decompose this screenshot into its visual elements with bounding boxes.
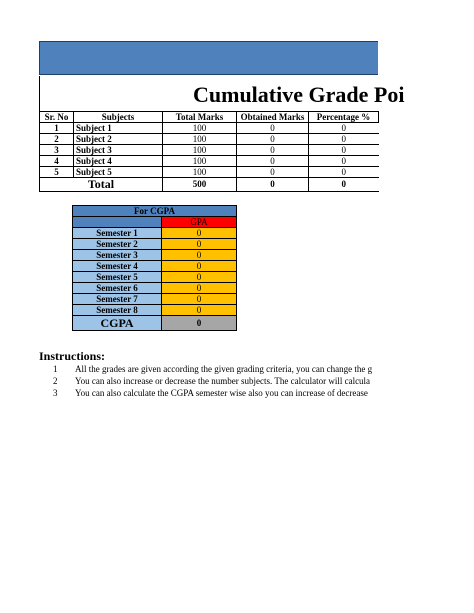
semester-label[interactable]: Semester 8 [73, 305, 162, 316]
obtained-marks-cell[interactable]: 0 [237, 156, 309, 167]
total-marks-cell[interactable]: 100 [163, 167, 237, 178]
instruction-number: 1 [53, 364, 58, 374]
total-label[interactable]: Total [40, 178, 163, 192]
col-header-sr-no[interactable]: Sr. No [40, 112, 74, 123]
gpa-value[interactable]: 0 [162, 272, 237, 283]
obtained-marks-cell[interactable]: 0 [237, 134, 309, 145]
cgpa-heading-row [73, 206, 237, 217]
sr-no-cell[interactable]: 2 [40, 134, 74, 145]
instruction-item [39, 376, 378, 388]
title-cell[interactable] [39, 76, 405, 111]
instructions-heading: Instructions: [39, 349, 106, 363]
instruction-text: All the grades are given according the given grading criteria, you can change the g [75, 364, 373, 374]
subjects-table [39, 111, 379, 192]
total-marks-cell[interactable]: 100 [163, 134, 237, 145]
instruction-item [39, 364, 378, 376]
page-title: Cumulative Grade Poi [193, 82, 405, 107]
total-marks-cell[interactable]: 100 [163, 156, 237, 167]
gpa-value[interactable]: 0 [162, 294, 237, 305]
col-header-percentage[interactable]: Percentage % [309, 112, 379, 123]
obtained-marks-cell[interactable]: 0 [237, 167, 309, 178]
table-row [40, 156, 379, 167]
gpa-header[interactable]: GPA [162, 217, 237, 228]
cgpa-value[interactable]: 0 [162, 316, 237, 331]
cgpa-label[interactable]: CGPA [73, 316, 162, 331]
percentage-cell[interactable]: 0 [309, 134, 379, 145]
blank-header-cell[interactable] [73, 217, 162, 228]
col-header-subjects[interactable]: Subjects [74, 112, 163, 123]
obtained-marks-cell[interactable]: 0 [237, 123, 309, 134]
instruction-number: 2 [53, 376, 58, 386]
table-row [40, 134, 379, 145]
table-row [73, 228, 237, 239]
table-row [40, 167, 379, 178]
semester-label[interactable]: Semester 5 [73, 272, 162, 283]
sr-no-cell[interactable]: 5 [40, 167, 74, 178]
percentage-cell[interactable]: 0 [309, 167, 379, 178]
gpa-value[interactable]: 0 [162, 283, 237, 294]
semester-label[interactable]: Semester 7 [73, 294, 162, 305]
obtained-marks-sum[interactable]: 0 [237, 178, 309, 192]
col-header-total-marks[interactable]: Total Marks [163, 112, 237, 123]
cgpa-table [72, 205, 237, 331]
gpa-header-row [73, 217, 237, 228]
table-row [73, 239, 237, 250]
gpa-value[interactable]: 0 [162, 228, 237, 239]
table-row [73, 294, 237, 305]
header-banner [39, 41, 378, 75]
table-row [73, 305, 237, 316]
subject-name-cell[interactable]: Subject 3 [74, 145, 163, 156]
semester-label[interactable]: Semester 2 [73, 239, 162, 250]
obtained-marks-cell[interactable]: 0 [237, 145, 309, 156]
instruction-text: You can also increase or decrease the number subjects. The calculator will calcula [75, 376, 371, 386]
instruction-item [39, 388, 378, 400]
col-header-obtained-marks[interactable]: Obtained Marks [237, 112, 309, 123]
semester-label[interactable]: Semester 1 [73, 228, 162, 239]
total-marks-cell[interactable]: 100 [163, 145, 237, 156]
instruction-text: You can also calculate the CGPA semester wise also you can increase of decrease [75, 388, 368, 398]
total-row [40, 178, 379, 192]
subject-name-cell[interactable]: Subject 2 [74, 134, 163, 145]
sr-no-cell[interactable]: 1 [40, 123, 74, 134]
gpa-value[interactable]: 0 [162, 305, 237, 316]
subject-name-cell[interactable]: Subject 5 [74, 167, 163, 178]
table-row [73, 250, 237, 261]
percentage-cell[interactable]: 0 [309, 145, 379, 156]
percentage-cell[interactable]: 0 [309, 123, 379, 134]
table-row [73, 272, 237, 283]
table-row [40, 123, 379, 134]
sr-no-cell[interactable]: 4 [40, 156, 74, 167]
instruction-number: 3 [53, 388, 58, 398]
semester-label[interactable]: Semester 6 [73, 283, 162, 294]
percentage-total[interactable]: 0 [309, 178, 379, 192]
sr-no-cell[interactable]: 3 [40, 145, 74, 156]
total-marks-cell[interactable]: 100 [163, 123, 237, 134]
gpa-value[interactable]: 0 [162, 250, 237, 261]
subject-name-cell[interactable]: Subject 1 [74, 123, 163, 134]
table-row [73, 283, 237, 294]
cgpa-row [73, 316, 237, 331]
semester-label[interactable]: Semester 3 [73, 250, 162, 261]
subject-name-cell[interactable]: Subject 4 [74, 156, 163, 167]
total-marks-sum[interactable]: 500 [163, 178, 237, 192]
gpa-value[interactable]: 0 [162, 261, 237, 272]
table-row [73, 261, 237, 272]
table-row [40, 145, 379, 156]
cgpa-heading[interactable]: For CGPA [73, 206, 237, 217]
gpa-value[interactable]: 0 [162, 239, 237, 250]
subjects-header-row [40, 112, 379, 123]
percentage-cell[interactable]: 0 [309, 156, 379, 167]
semester-label[interactable]: Semester 4 [73, 261, 162, 272]
